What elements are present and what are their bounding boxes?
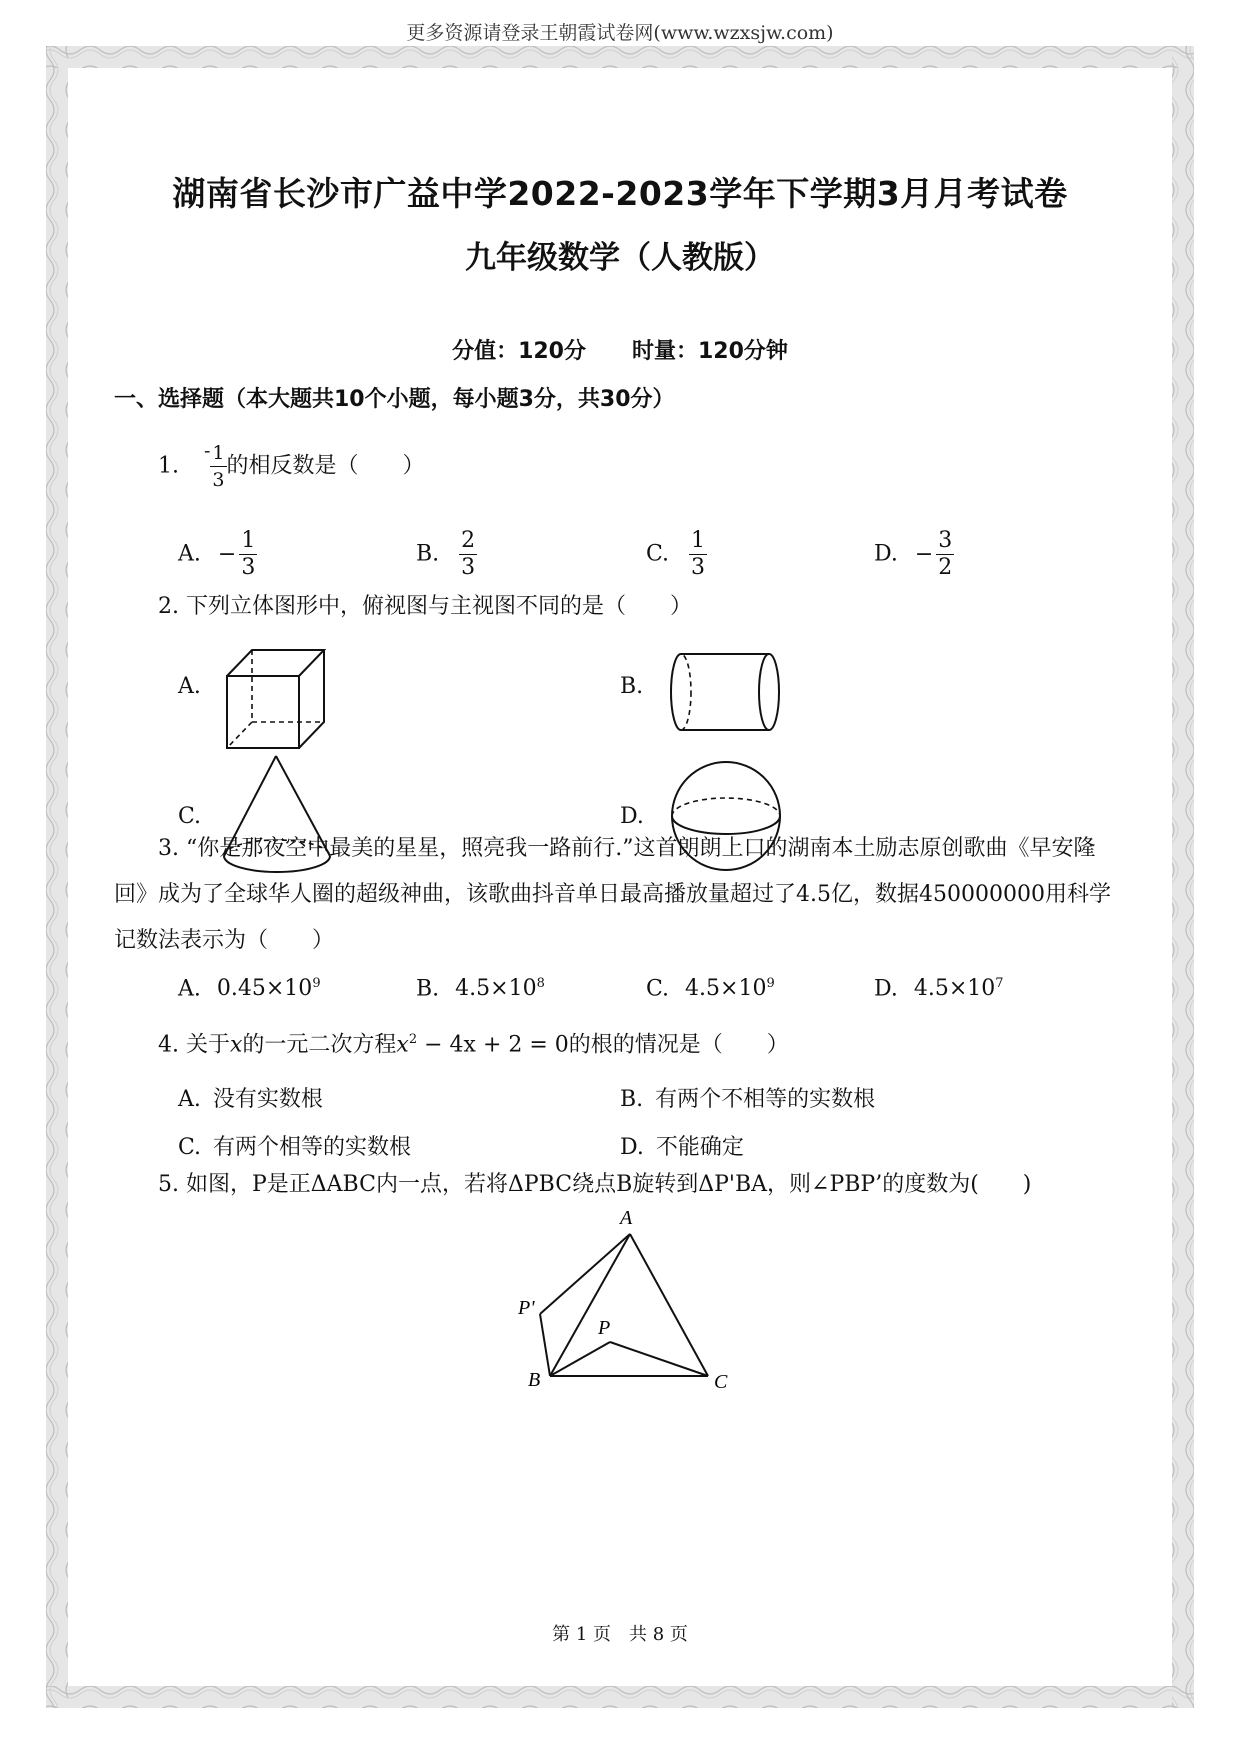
exam-page	[72, 60, 1168, 1690]
q4-option-b[interactable]: B. 有两个不相等的实数根	[620, 1087, 876, 1112]
q4-option-d[interactable]: D. 不能确定	[620, 1135, 744, 1160]
q3-option-d[interactable]: D. $4.5\times 10^7$	[874, 976, 1004, 1002]
score-info: 分值：120分	[452, 339, 586, 364]
label-B: B	[528, 1369, 541, 1391]
question-1: 1. - $\frac{1}{3}$ 的相反数是（ ）	[158, 440, 425, 491]
cylinder-figure	[668, 650, 788, 740]
q3-option-b[interactable]: B. $4.5\times 10^8$	[416, 976, 545, 1002]
q2-option-b-label[interactable]: B.	[620, 674, 644, 699]
q2-option-d-label[interactable]: D.	[620, 804, 644, 829]
page-title: 湖南省长沙市广益中学2022-2023学年下学期3月月考试卷	[172, 174, 1068, 213]
page-subtitle: 九年级数学（人教版）	[465, 240, 775, 276]
time-info: 时量：120分钟	[632, 339, 788, 364]
q4-option-c[interactable]: C. 有两个相等的实数根	[178, 1135, 412, 1160]
label-P: P	[598, 1317, 611, 1339]
cube-figure	[222, 644, 342, 754]
q4-option-a[interactable]: A. 没有实数根	[178, 1087, 323, 1112]
question-4: 4. 关于x的一元二次方程$x^2 - 4x + 2 = 0$的根的情况是（ ）	[158, 1032, 789, 1058]
label-P-prime: P'	[518, 1297, 535, 1319]
q2-option-a-label[interactable]: A.	[178, 674, 201, 699]
q1-option-d[interactable]: D. − $\frac{3}{2}$	[874, 528, 953, 580]
label-C: C	[714, 1371, 728, 1393]
question-3: 3. “你是那夜空中最美的星星，照亮我一路前行.”这首朗朗上口的湖南本土励志原创歌曲《早安隆回》成为了全球华人圈的超级神曲，该歌曲抖音单日最高播放量超过了4.5亿，数据450000000用科学记数法表示为（ ）	[114, 836, 1111, 953]
question-5: 5. 如图，P是正ΔABC内一点，若将ΔPBC绕点B旋转到ΔP'BA，则∠PBP’的度数为( )	[158, 1172, 1032, 1197]
q1-option-c[interactable]: C. $\frac{1}{3}$	[646, 528, 706, 580]
q3-option-c[interactable]: C. $4.5\times 10^9$	[646, 976, 775, 1002]
q1-option-a[interactable]: A. − $\frac{1}{3}$	[178, 528, 256, 580]
q1-option-b[interactable]: B. $\frac{2}{3}$	[416, 528, 476, 580]
q3-option-a[interactable]: A. $0.45\times 10^9$	[178, 976, 321, 1002]
triangle-figure	[492, 1190, 752, 1393]
section-heading: 一、选择题（本大题共10个小题，每小题3分，共30分）	[114, 387, 675, 412]
header-note[interactable]: 更多资源请登录王朝霞试卷网(www.wzxsjw.com)	[406, 22, 834, 44]
question-2: 2. 下列立体图形中，俯视图与主视图不同的是（ ）	[158, 594, 692, 619]
q2-option-c-label[interactable]: C.	[178, 804, 202, 829]
page-footer: 第 1 页 共 8 页	[552, 1624, 688, 1645]
label-A: A	[620, 1207, 633, 1229]
exam-info	[72, 334, 1168, 365]
